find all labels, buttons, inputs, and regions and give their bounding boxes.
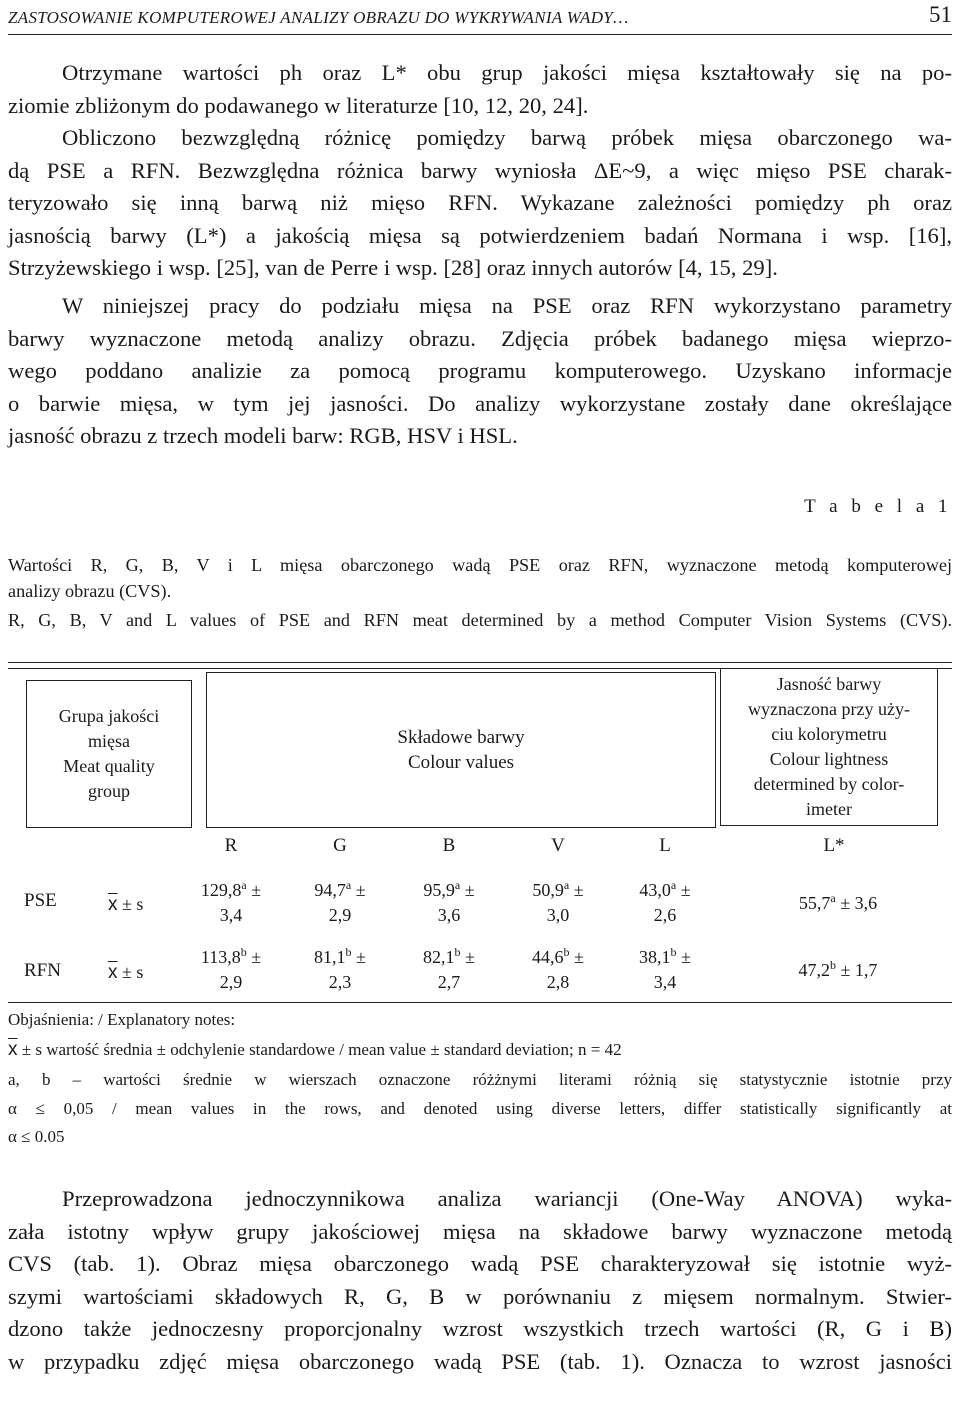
header-line: ciu kolorymetru (771, 724, 887, 744)
text-line: Obliczono bezwzględną różnicę pomiędzy barwą próbek mięsa obarczonego wa- (62, 125, 952, 150)
row-group-pse: PSE (24, 890, 57, 911)
header-line: determined by color- (753, 774, 905, 794)
header-line: Colour values (407, 752, 515, 773)
cell-sup: a (454, 878, 461, 892)
cell-value: 47,2 (798, 960, 831, 980)
cell-sd: 3,4 (219, 905, 243, 925)
stat-label (108, 962, 143, 984)
text-line: wego poddano analizie za pomocą programu komputerowego. Uzyskano informacje (8, 358, 952, 383)
colour-values-header-box (206, 672, 716, 828)
cell-sup: a (241, 878, 247, 892)
cell-sd: 3,4 (653, 972, 677, 992)
row-group-rfn: RFN (24, 960, 61, 981)
caption-line: R, G, B, V and L values of PSE and RFN meat determined by a method Computer Vision Systems (CVS). (8, 610, 952, 630)
mean-symbol: $\overline{x}$ (108, 962, 118, 983)
paragraph-method (8, 290, 952, 485)
cell-sup: b (345, 945, 352, 959)
cell-pse-v: 50,9$^a$ ± 3,0 (513, 878, 603, 928)
column-header-v: V (551, 835, 565, 856)
running-header (8, 2, 952, 35)
cell-pse-b: 95,9$^a$ ± 3,6 (404, 878, 494, 928)
cell-pse-r: 129,8$^a$ ± 3,4 (186, 878, 276, 928)
text-line: jasnością barwy (L*) a jakością mięsa są potwierdzeniem badań Normana i wsp. [16], (8, 222, 952, 248)
header-line: group (88, 781, 130, 801)
notes-title-text: Objaśnienia: / Explanatory notes: (8, 1010, 236, 1029)
column-header-r: R (224, 835, 238, 856)
cell-rfn-lstar (748, 958, 928, 983)
table-label: T a b e l a 1 (804, 496, 952, 517)
note-mean (8, 1036, 952, 1065)
cell-value: 43,0 (639, 880, 671, 900)
cell-value: 44,6 (532, 947, 564, 967)
cell-value: 95,9 (423, 880, 455, 900)
text-line: ziomie zbliżonym do podawanego w literaturze [10, 12, 20, 24]. (8, 92, 589, 118)
note-line: α ≤ 0,05 / mean values in the rows, and denoted using diverse letters, differ statistically significantly at (8, 1098, 952, 1118)
page-number: 51 (929, 2, 952, 27)
stat-label (108, 894, 143, 916)
header-line: Składowe barwy (397, 727, 525, 748)
cell-sd: 2,8 (546, 972, 570, 992)
table-top-rule (8, 662, 952, 663)
text-line: CVS (tab. 1). Obraz mięsa obarczonego wadą PSE charakteryzował się istotnie wyż- (8, 1251, 952, 1276)
cell-sd: 2,7 (437, 972, 461, 992)
group-header-box (26, 680, 192, 828)
paragraph-results (8, 57, 952, 317)
text-line: dzono także jednoczesny proporcjonalny wzrost wszystkich trzech wartości (R, G i B) (8, 1316, 952, 1341)
column-header-lstar: L* (823, 835, 845, 856)
cell-sup: b (830, 958, 837, 972)
note-mean-text: ± s wartość średnia ± odchylenie standardowe / mean value ± standard deviation; n = 42 (21, 1040, 622, 1059)
cell-sup: a (345, 878, 352, 892)
cell-sup: b (563, 945, 570, 959)
notes-title (8, 1006, 952, 1035)
cell-sup: b (454, 945, 461, 959)
text-line: zała istotny wpływ grupy jakościowej mięsa na składowe barwy wyznaczone metodą (8, 1218, 952, 1244)
cell-sup: a (830, 891, 836, 905)
header-line: Colour lightness (769, 749, 889, 769)
text-line: barwy wyznaczone metodą analizy obrazu. Zdjęcia próbek badanego mięsa wieprzo- (8, 325, 952, 351)
text-line: Otrzymane wartości ph oraz L* obu grup jakości mięsa kształtowały się na po- (62, 60, 952, 85)
text-line: w przypadku zdjęć mięsa obarczonego wadą PSE (tab. 1). Oznacza to wzrost jasności (8, 1348, 952, 1374)
text-line: jasność obrazu z trzech modeli barw: RGB, HSV i HSL. (8, 423, 518, 448)
note-line: α ≤ 0.05 (8, 1127, 65, 1146)
stat-label-text: ± s (122, 962, 144, 982)
table-caption-english (8, 607, 952, 633)
note-line: a, b – wartości średnie w wierszach oznaczone różżnymi literami różnią się statystycznie istotnie przy (8, 1070, 952, 1089)
cell-sd: 2,3 (328, 972, 352, 992)
mean-symbol: $\overline{x}$ (108, 894, 118, 915)
cell-sd: 2,6 (653, 905, 677, 925)
header-line: Jasność barwy (776, 674, 882, 694)
header-line: Grupa jakości (58, 706, 160, 726)
cell-sd: 2,9 (219, 972, 243, 992)
table-bottom-rule (8, 1002, 952, 1003)
text-line: Przeprowadzona jednoczynnikowa analiza wariancji (One-Way ANOVA) wyka- (62, 1186, 952, 1211)
cell-rfn-l: 38,1$^b$ ± 3,4 (620, 945, 710, 995)
cell-value: 82,1 (423, 947, 455, 967)
note-letters (8, 1066, 952, 1152)
column-header-g: G (333, 835, 347, 856)
text-line: Strzyżewskiego i wsp. [25], van de Perre i wsp. [28] oraz innych autorów [4, 15, 29]. (8, 255, 778, 280)
paragraph-anova (8, 1183, 952, 1411)
colour-lightness-header-box (720, 668, 938, 826)
cell-value: 38,1 (639, 947, 671, 967)
cell-sd: ± 3,6 (840, 893, 878, 913)
cell-sd: 3,6 (437, 905, 461, 925)
text-line: teryzowało się inną barwą niż mięso RFN. Wykazane zależności pomiędzy ph oraz (8, 190, 952, 215)
cell-value: 113,8 (200, 947, 241, 967)
text-line: W niniejszej pracy do podziału mięsa na PSE oraz RFN wykorzystano parametry (62, 293, 952, 318)
cell-rfn-v: 44,6$^b$ ± 2,8 (513, 945, 603, 995)
header-line: wyznaczona przy uży- (748, 699, 910, 719)
header-line: Meat quality (63, 756, 155, 776)
text-line: dą PSE a RFN. Bezwzględna różnica barwy wyniosła ΔE~9, a więc mięso PSE charak- (8, 157, 952, 183)
text-line: o barwie mięsa, w tym jej jasności. Do analizy wykorzystane zostały dane określające (8, 390, 952, 416)
cell-sup: a (563, 878, 570, 892)
cell-rfn-g: 81,1$^b$ ± 2,3 (295, 945, 385, 995)
running-title: ZASTOSOWANIE KOMPUTEROWEJ ANALIZY OBRAZU DO WYKRYWANIA WADY… (8, 8, 629, 27)
cell-sup: a (670, 878, 677, 892)
caption-line: analizy obrazu (CVS). (8, 581, 172, 601)
cell-rfn-r: 113,8$^b$ ± 2,9 (186, 945, 276, 995)
cell-value: 129,8 (200, 880, 242, 900)
column-header-l: L (659, 835, 671, 856)
cell-pse-lstar (748, 891, 928, 916)
cell-rfn-b: 82,1$^b$ ± 2,7 (404, 945, 494, 995)
cell-value: 55,7 (798, 893, 831, 913)
cell-value: 50,9 (532, 880, 564, 900)
cell-sd: 2,9 (328, 905, 352, 925)
cell-sd: ± 1,7 (840, 960, 878, 980)
cell-value: 81,1 (314, 947, 346, 967)
cell-sd: 3,0 (546, 905, 570, 925)
header-line: mięsa (88, 731, 130, 751)
text-line: szymi wartościami składowych R, G, B w porównaniu z mięsem normalnym. Stwier- (8, 1283, 952, 1309)
colour-values-table (8, 662, 952, 1004)
cell-sup: b (670, 945, 677, 959)
column-header-b: B (442, 835, 456, 856)
table-caption-polish (8, 552, 952, 604)
mean-symbol: $\overline{x}$ (8, 1039, 18, 1060)
cell-pse-g: 94,7$^a$ ± 2,9 (295, 878, 385, 928)
stat-label-text: ± s (122, 894, 144, 914)
caption-line: Wartości R, G, B, V i L mięsa obarczonego wadą PSE oraz RFN, wyznaczone metodą komputerowej (8, 555, 952, 575)
cell-value: 94,7 (314, 880, 346, 900)
cell-pse-l: 43,0$^a$ ± 2,6 (620, 878, 710, 928)
cell-sup: b (240, 945, 247, 959)
header-line: imeter (806, 799, 852, 819)
